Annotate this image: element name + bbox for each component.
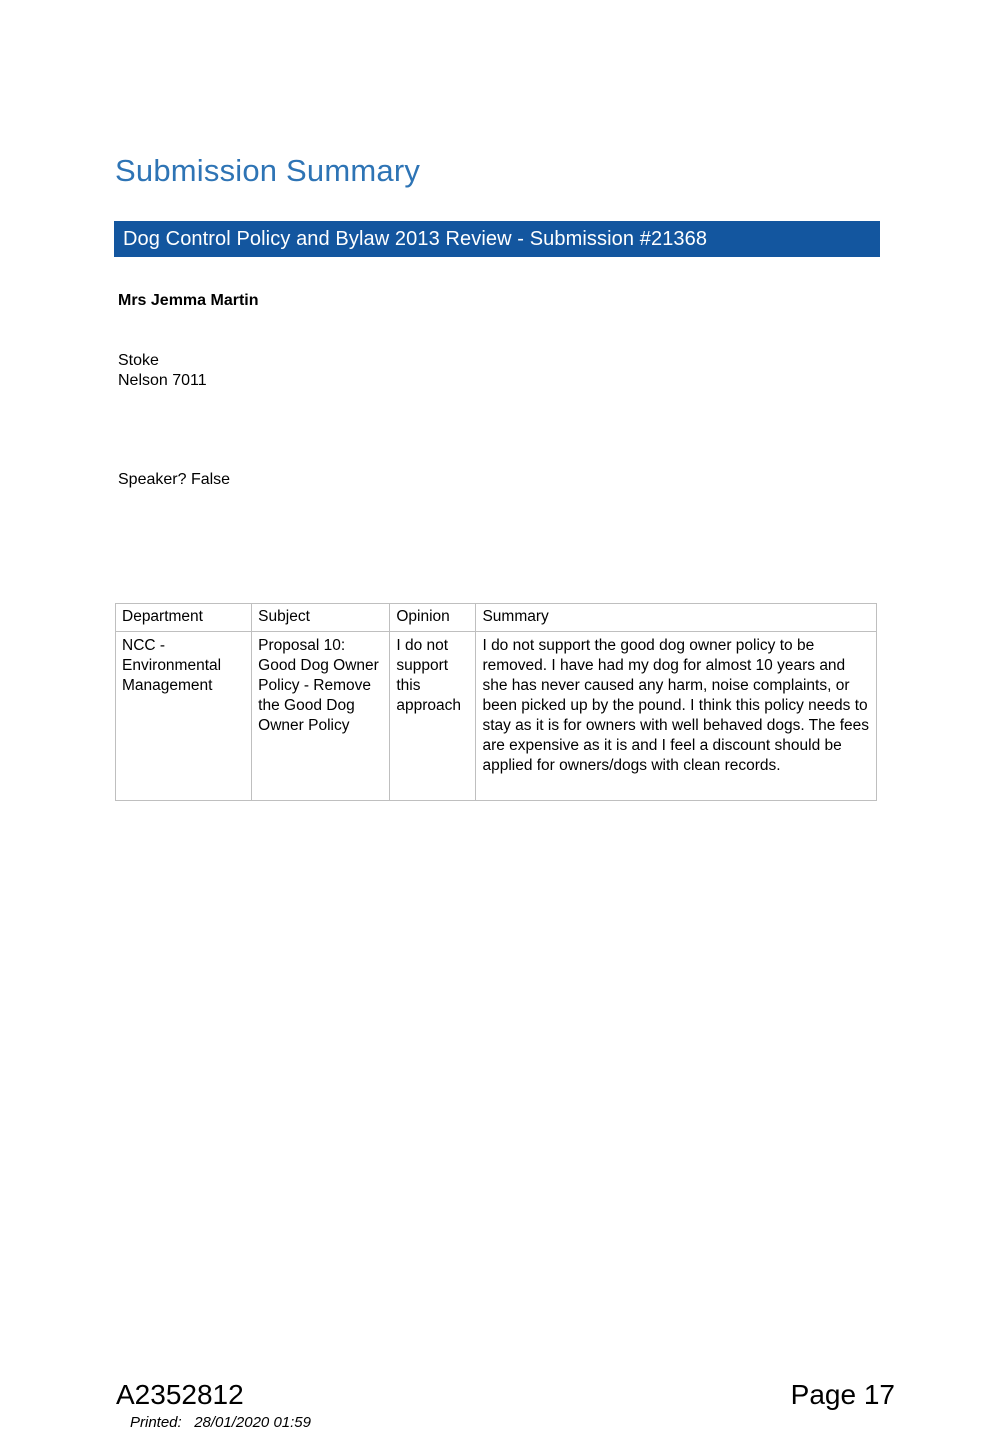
table-row	[116, 632, 877, 801]
submitter-address	[118, 351, 207, 391]
submission-banner	[114, 221, 880, 257]
column-header-subject: Subject	[252, 604, 390, 632]
table-header-row	[116, 604, 877, 632]
column-header-summary: Summary	[476, 604, 877, 632]
footer-page-number: Page 17	[790, 1379, 895, 1410]
page-title: Submission Summary	[115, 153, 421, 188]
column-header-opinion: Opinion	[390, 604, 476, 632]
submission-banner-title: Dog Control Policy and Bylaw 2013 Review - Submission #21368	[123, 228, 708, 250]
column-header-department: Department	[116, 604, 252, 632]
footer-reference: A2352812	[116, 1379, 244, 1410]
cell-department: NCC - Environmental Management	[116, 632, 252, 801]
footer-printed-timestamp: Printed: 28/01/2020 01:59	[130, 1414, 311, 1431]
submitter-name: Mrs Jemma Martin	[118, 292, 259, 309]
cell-opinion: I do not support this approach	[390, 632, 476, 801]
cell-summary: I do not support the good dog owner policy to be removed. I have had my dog for almost 10 years and she has never caused any harm, noise complaints, or been picked up by the pound. I think this policy needs to stay as it is for owners with well behaved dogs. The fees are expensive as it is and I feel a discount should be applied for owners/dogs with clean records.	[476, 632, 877, 801]
cell-subject: Proposal 10: Good Dog Owner Policy - Remove the Good Dog Owner Policy	[252, 632, 390, 801]
submission-table	[115, 603, 877, 801]
address-line-2: Nelson 7011	[118, 372, 207, 389]
address-line-1: Stoke	[118, 352, 159, 369]
speaker-status: Speaker? False	[118, 471, 231, 488]
